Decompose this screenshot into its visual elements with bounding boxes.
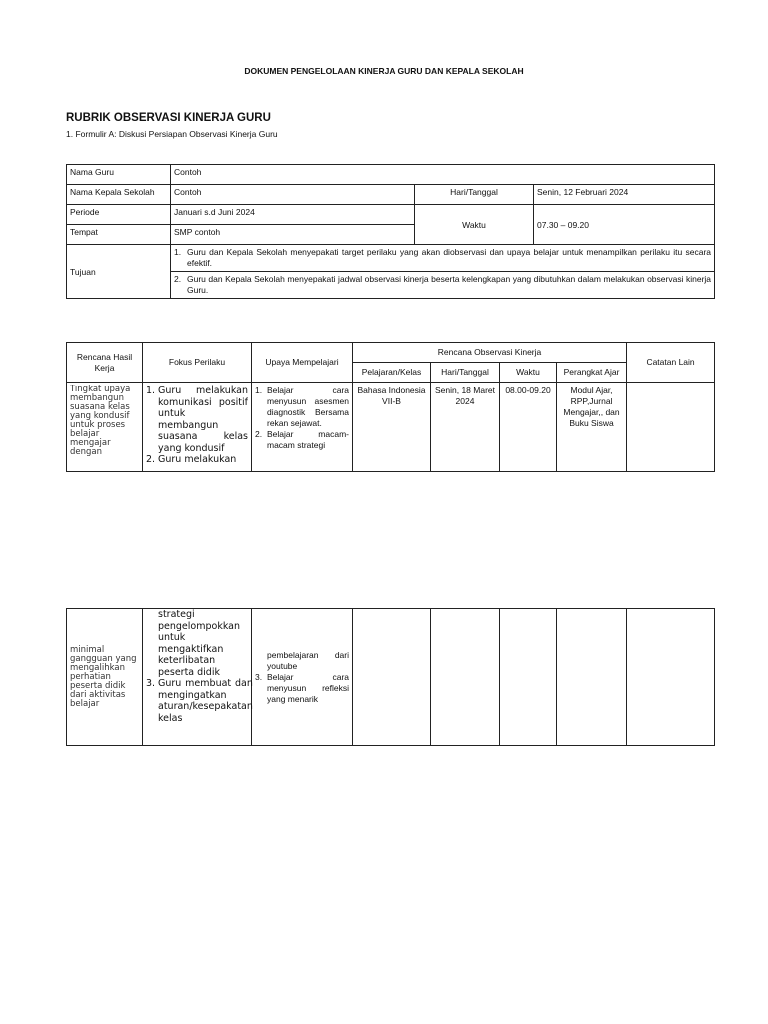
pelajaran-kelas-cont [353, 609, 431, 746]
fokus-perilaku-cont-cell [143, 609, 252, 746]
waktu-value: 07.30 – 09.20 [534, 205, 715, 245]
perangkat-ajar-cont [557, 609, 627, 746]
upaya-item-2-num: 2. [255, 429, 263, 439]
fokus-item-1-text: Guru melakukan komunikasi positif untuk membangun suasana kelas yang kondusif [158, 385, 248, 454]
rencana-hasil-cell [67, 383, 143, 472]
tujuan-item-2-text: Guru dan Kepala Sekolah menyepakati jadwal observasi kinerja beserta kelengkapan yang dibutuhkan dalam melakukan observasi kinerja Guru. [187, 274, 712, 295]
rubric-title: RUBRIK OBSERVASI KINERJA GURU [66, 112, 271, 124]
upaya-item-3-num: 3. [255, 671, 263, 682]
tujuan-item-2-num: 2. [174, 274, 182, 284]
hari-tanggal-value: Senin, 12 Februari 2024 [534, 185, 715, 205]
rencana-hasil-cont-cell [67, 609, 143, 746]
info-table [66, 164, 715, 299]
tujuan-item-2 [171, 272, 715, 299]
fokus-item-3-text: Guru membuat dan mengingatkan aturan/kesepakatan kelas [158, 678, 253, 724]
hari-tanggal-cont [431, 609, 500, 746]
row-periode [67, 205, 715, 225]
perangkat-ajar-value: Modul Ajar, RPP,Jurnal Mengajar,, dan Buku Siswa [557, 383, 627, 472]
plan-row-1-continued [67, 609, 715, 746]
fokus-item-3 [146, 678, 253, 724]
waktu-label: Waktu [415, 205, 534, 245]
header-fokus-perilaku: Fokus Perilaku [143, 343, 252, 383]
tujuan-item-1 [171, 245, 715, 272]
periode-label: Periode [67, 205, 171, 225]
upaya-item-2-cont [255, 650, 349, 672]
header-rencana-observasi: Rencana Observasi Kinerja [353, 343, 627, 363]
header-pelajaran-kelas: Pelajaran/Kelas [353, 363, 431, 383]
fokus-perilaku-cell [143, 383, 252, 472]
tujuan-label: Tujuan [67, 245, 171, 299]
row-nama-guru [67, 165, 715, 185]
header-hari-tanggal: Hari/Tanggal [431, 363, 500, 383]
fokus-item-2 [146, 454, 248, 466]
upaya-item-3 [255, 672, 349, 705]
pelajaran-kelas-value: Bahasa Indonesia VII-B [353, 383, 431, 472]
document-header: DOKUMEN PENGELOLAAN KINERJA GURU DAN KEPALA SEKOLAH [244, 66, 524, 76]
plan-table [66, 342, 715, 472]
header-catatan-lain: Catatan Lain [627, 343, 715, 383]
hari-tanggal-label: Hari/Tanggal [415, 185, 534, 205]
waktu-value-row1: 08.00-09.20 [500, 383, 557, 472]
kepala-sekolah-label: Nama Kepala Sekolah [67, 185, 171, 205]
upaya-item-1-num: 1. [255, 385, 263, 395]
hari-tanggal-value-row1: Senin, 18 Maret 2024 [431, 383, 500, 472]
fokus-item-2-num: 2. [146, 454, 156, 465]
tempat-label: Tempat [67, 225, 171, 245]
plan-row-1 [67, 383, 715, 472]
upaya-item-1 [255, 385, 349, 429]
fokus-item-2-cont [146, 609, 248, 678]
row-kepala-sekolah [67, 185, 715, 205]
fokus-item-3-num: 3. [146, 678, 156, 689]
header-upaya-mempelajari: Upaya Mempelajari [252, 343, 353, 383]
catatan-lain-cont [627, 609, 715, 746]
waktu-cont [500, 609, 557, 746]
tujuan-item-1-num: 1. [174, 247, 182, 257]
fokus-item-1-num: 1. [146, 385, 156, 396]
upaya-item-2 [255, 429, 349, 451]
header-waktu: Waktu [500, 363, 557, 383]
fokus-item-2-text: Guru melakukan [158, 454, 237, 465]
tujuan-item-1-text: Guru dan Kepala Sekolah menyepakati target perilaku yang akan diobservasi dan upaya belajar untuk menampilkan perilaku itu secara efektif. [187, 247, 712, 268]
tempat-value: SMP contoh [171, 225, 415, 245]
fokus-item-1 [146, 385, 248, 454]
upaya-item-3-text: Belajar cara menyusun refleksi yang menarik [267, 671, 349, 704]
header-perangkat-ajar: Perangkat Ajar [557, 363, 627, 383]
upaya-item-1-text: Belajar cara menyusun asesmen diagnostik Bersama rekan sejawat. [267, 385, 349, 428]
periode-value: Januari s.d Juni 2024 [171, 205, 415, 225]
kepala-sekolah-value: Contoh [171, 185, 415, 205]
upaya-item-2-text: Belajar macam-macam strategi [267, 429, 349, 450]
nama-guru-label: Nama Guru [67, 165, 171, 185]
rencana-hasil-text: Tingkat upaya membangun suasana kelas yang kondusif untuk proses belajar mengajar dengan [70, 385, 131, 457]
fokus-item-2-cont-text: strategi pengelompokkan untuk mengaktifkan keterlibatan peserta didik [158, 609, 240, 678]
rencana-hasil-cont-text: minimal gangguan yang mengalihkan perhatian peserta didik dari aktivitas belajar [70, 644, 137, 709]
upaya-mempelajari-cont-cell [252, 609, 353, 746]
form-subtitle: 1. Formulir A: Diskusi Persiapan Observasi Kinerja Guru [66, 129, 278, 139]
header-rencana-hasil: Rencana Hasil Kerja [67, 343, 143, 383]
plan-header-row-1 [67, 343, 715, 363]
upaya-item-2-cont-text: pembelajaran dari youtube [267, 649, 349, 671]
row-tujuan-1 [67, 245, 715, 272]
nama-guru-value: Contoh [171, 165, 715, 185]
catatan-lain-value [627, 383, 715, 472]
upaya-mempelajari-cell [252, 383, 353, 472]
plan-table-continued [66, 608, 715, 746]
